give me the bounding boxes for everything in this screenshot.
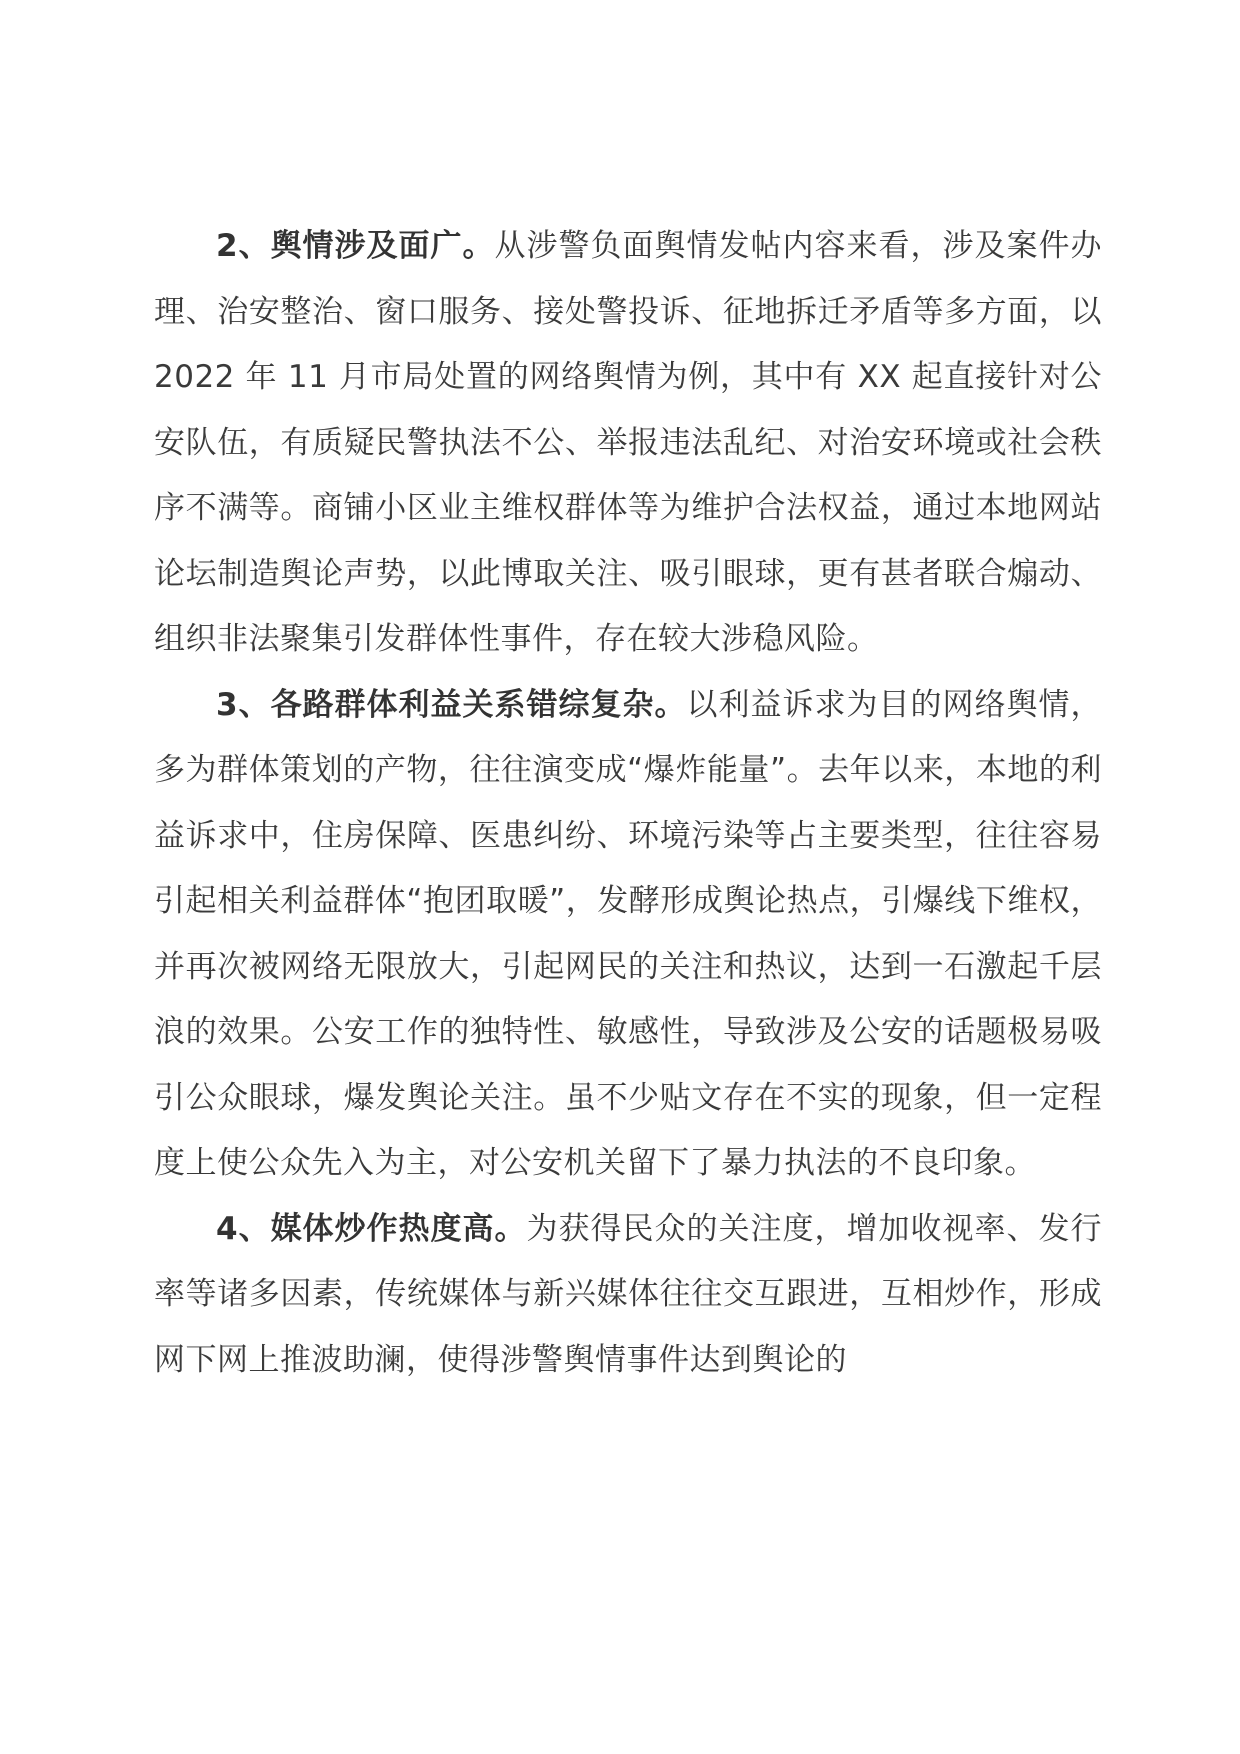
paragraph-body: 为获得民众的关注度，增加收视率、发行率等诸多因素，传统媒体与新兴媒体往往交互跟进，互相炒作，形成网下网上推波助澜，使得涉警舆情事件达到舆论的 [154, 1210, 1102, 1378]
paragraph-interests [154, 673, 1102, 1197]
paragraph-body: 从涉警负面舆情发帖内容来看，涉及案件办理、治安整治、窗口服务、接处警投诉、征地拆迁矛盾等多方面，以 2022 年 11 月市局处置的网络舆情为例，其中有 XX 起直接针对公安队伍，有质疑民警执法不公、举报违法乱纪、对治安环境或社会秩序不满等。商铺小区业主维权群体等为维护合法权益，通过本地网站论坛制造舆论声势，以此博取关注、吸引眼球，更有甚者联合煽动、组织非法聚集引发群体性事件，存在较大涉稳风险。 [154, 228, 1102, 657]
paragraph-scope [154, 214, 1102, 673]
paragraph-body: 以利益诉求为目的网络舆情，多为群体策划的产物，往往演变成“爆炸能量”。去年以来，本地的利益诉求中，住房保障、医患纠纷、环境污染等占主要类型，往往容易引起相关利益群体“抱团取暖”，发酵形成舆论热点，引爆线下维权，并再次被网络无限放大，引起网民的关注和热议，达到一石激起千层浪的效果。公安工作的独特性、敏感性，导致涉及公安的话题极易吸引公众眼球，爆发舆论关注。虽不少贴文存在不实的现象，但一定程度上使公众先入为主，对公安机关留下了暴力执法的不良印象。 [154, 686, 1102, 1181]
document-page [154, 214, 1102, 1393]
paragraph-media [154, 1197, 1102, 1394]
paragraph-heading: 3、各路群体利益关系错综复杂。 [216, 686, 687, 723]
paragraph-heading: 4、媒体炒作热度高。 [216, 1210, 527, 1247]
paragraph-heading: 2、舆情涉及面广。 [216, 228, 495, 264]
